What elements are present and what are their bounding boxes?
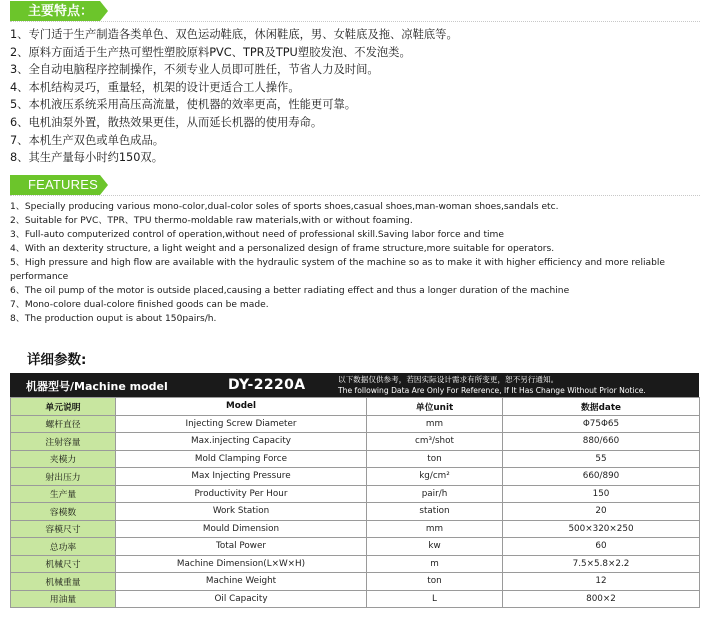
list-item: 8、其生产量每小时约150双。 — [10, 151, 164, 165]
list-item: 1、Specially producing various mono-color,dual-color soles of sports shoes,casual shoes,man-woman shoes,sandals etc. — [10, 202, 559, 212]
param-value: 660/890 — [503, 468, 700, 486]
list-item: 5、本机液压系统采用高压高流量，使机器的效率更高，性能更可靠。 — [10, 98, 357, 112]
table-row — [11, 538, 700, 556]
param-en: Total Power — [116, 538, 367, 556]
features-en-heading-text: FEATURES — [28, 177, 98, 192]
param-unit: ton — [367, 450, 503, 468]
table-row — [11, 573, 700, 591]
model-label: 机器型号/Machine model — [26, 380, 168, 393]
list-item: 1、专门适于生产制造各类单色、双色运动鞋底，休闲鞋底，男、女鞋底及拖、凉鞋底等。 — [10, 28, 458, 41]
param-unit: mm — [367, 520, 503, 538]
param-en: Machine Weight — [116, 573, 367, 591]
param-value: 7.5×5.8×2.2 — [503, 555, 700, 573]
features-cn-list — [10, 26, 700, 167]
features-en-list — [10, 200, 700, 326]
param-value: 880/660 — [503, 433, 700, 451]
param-en: Oil Capacity — [116, 590, 367, 608]
table-row — [11, 450, 700, 468]
heading-arrow-decoration — [100, 175, 108, 195]
column-header: 单元说明 — [11, 398, 116, 416]
table-row — [11, 520, 700, 538]
param-value: 150 — [503, 485, 700, 503]
param-en: Max Injecting Pressure — [116, 468, 367, 486]
column-header: 单位unit — [367, 398, 503, 416]
details-title: 详细参数: — [27, 352, 87, 368]
table-header-row — [11, 398, 700, 416]
param-en: Max.injecting Capacity — [116, 433, 367, 451]
param-en: Injecting Screw Diameter — [116, 415, 367, 433]
param-cn: 机械尺寸 — [11, 555, 116, 573]
table-row — [11, 485, 700, 503]
list-item: 4、本机结构灵巧，重量轻，机架的设计更适合工人操作。 — [10, 80, 300, 94]
table-row — [11, 503, 700, 521]
param-value: 20 — [503, 503, 700, 521]
list-item: 3、Full-auto computerized control of operation,without need of professional skill.Saving labor force and time — [10, 230, 504, 240]
param-value: 12 — [503, 573, 700, 591]
param-cn: 容模数 — [11, 503, 116, 521]
param-unit: ton — [367, 573, 503, 591]
param-cn: 射出压力 — [11, 468, 116, 486]
list-item: 7、Mono-colore dual-colore finished goods can be made. — [10, 300, 269, 310]
features-cn-heading-text: 主要特点： — [28, 3, 94, 18]
list-item: 4、With an dexterity structure, a light weight and a personalized design of frame structure,more suitable for operators. — [10, 244, 555, 254]
param-value: Φ75Φ65 — [503, 415, 700, 433]
section-divider — [10, 195, 700, 197]
param-en: Work Station — [116, 503, 367, 521]
section-divider — [10, 21, 700, 23]
features-cn-heading — [10, 1, 100, 21]
param-unit: station — [367, 503, 503, 521]
table-row — [11, 433, 700, 451]
param-unit: L — [367, 590, 503, 608]
param-en: Mould Dimension — [116, 520, 367, 538]
param-value: 800×2 — [503, 590, 700, 608]
param-cn: 用油量 — [11, 590, 116, 608]
param-unit: mm — [367, 415, 503, 433]
param-unit: cm³/shot — [367, 433, 503, 451]
param-cn: 容模尺寸 — [11, 520, 116, 538]
model-value: DY-2220A — [228, 377, 306, 393]
param-en: Mold Clamping Force — [116, 450, 367, 468]
table-row — [11, 590, 700, 608]
column-header: 数据date — [503, 398, 700, 416]
list-item: 5、High pressure and high flow are available with the hydraulic system of the machine so as to make it with higher efficiency and more reliable performance — [10, 258, 665, 282]
param-cn: 总功率 — [11, 538, 116, 556]
param-cn: 螺杆直径 — [11, 415, 116, 433]
spec-table — [10, 397, 700, 608]
param-en: Productivity Per Hour — [116, 485, 367, 503]
table-row — [11, 415, 700, 433]
table-row — [11, 468, 700, 486]
disclaimer-note — [338, 374, 646, 396]
param-unit: pair/h — [367, 485, 503, 503]
list-item: 6、电机油泵外置，散热效果更佳，从而延长机器的使用寿命。 — [10, 115, 323, 129]
param-unit: kg/cm² — [367, 468, 503, 486]
param-unit: m — [367, 555, 503, 573]
list-item: 8、The production ouput is about 150pairs/h. — [10, 314, 217, 324]
heading-arrow-decoration — [100, 1, 108, 21]
param-unit: kw — [367, 538, 503, 556]
list-item: 6、The oil pump of the motor is outside placed,causing a better radiating effect and thus a longer duration of the machine — [10, 286, 570, 296]
param-cn: 注射容量 — [11, 433, 116, 451]
features-en-heading — [10, 175, 100, 195]
list-item: 7、本机生产双色或单色成品。 — [10, 133, 165, 147]
param-value: 55 — [503, 450, 700, 468]
param-cn: 机械重量 — [11, 573, 116, 591]
param-value: 60 — [503, 538, 700, 556]
table-row — [11, 555, 700, 573]
param-value: 500×320×250 — [503, 520, 700, 538]
column-header: Model — [116, 398, 367, 416]
list-item: 3、全自动电脑程序控制操作，不须专业人员即可胜任，节省人力及时间。 — [10, 63, 379, 77]
param-cn: 夹模力 — [11, 450, 116, 468]
disclaimer-en: The following Data Are Only For Reference, If It Has Change Without Prior Notice. — [338, 386, 646, 395]
spec-header-bar — [10, 373, 699, 397]
list-item: 2、Suitable for PVC、TPR、TPU thermo-moldable raw materials,with or without foaming. — [10, 216, 413, 226]
disclaimer-cn: 以下数据仅供参考，若因实际设计需求有所变更，恕不另行通知。 — [338, 375, 559, 384]
param-cn: 生产量 — [11, 485, 116, 503]
param-en: Machine Dimension(L×W×H) — [116, 555, 367, 573]
list-item: 2、原料方面适于生产热可塑性塑胶原料PVC、TPR及TPU塑胶发泡、不发泡类。 — [10, 45, 411, 59]
